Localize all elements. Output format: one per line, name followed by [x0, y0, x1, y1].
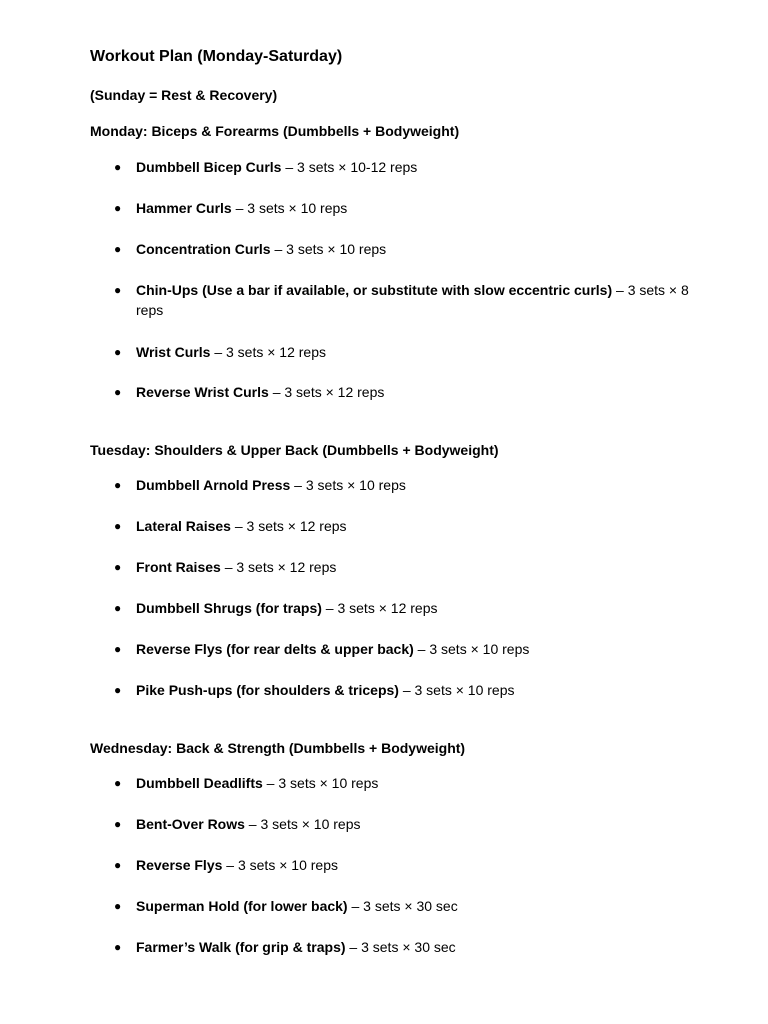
bullet-icon: ● [114, 160, 122, 174]
bullet-icon: ● [114, 642, 122, 656]
list-item [114, 937, 696, 957]
exercise-name: Pike Push-ups (for shoulders & triceps) [136, 682, 399, 698]
exercise-name: Dumbbell Deadlifts [136, 775, 263, 791]
exercise-detail: – 3 sets × 10 reps [290, 477, 406, 493]
list-item [114, 680, 696, 700]
list-item [114, 639, 696, 659]
exercise-name: Dumbbell Shrugs (for traps) [136, 600, 322, 616]
document-subtitle: (Sunday = Rest & Recovery) [90, 87, 278, 103]
list-item [114, 342, 696, 362]
exercise-name: Wrist Curls [136, 344, 211, 360]
list-item [114, 557, 696, 577]
document-title: Workout Plan (Monday-Saturday) [90, 48, 343, 65]
list-item [114, 896, 696, 916]
list-item [114, 598, 696, 618]
day-heading-tuesday: Tuesday: Shoulders & Upper Back (Dumbbells + Bodyweight) [90, 442, 499, 458]
exercise-detail: – 3 sets × 10 reps [398, 682, 515, 698]
exercise-name: Farmer’s Walk (for grip & traps) [136, 939, 346, 955]
bullet-icon: ● [114, 242, 122, 256]
day-heading-monday: Monday: Biceps & Forearms (Dumbbells + Bodyweight) [90, 123, 460, 139]
bullet-icon: ● [114, 817, 122, 831]
exercise-detail: – 3 sets × 10 reps [244, 816, 361, 832]
bullet-icon: ● [114, 478, 122, 492]
list-item [114, 382, 696, 402]
exercise-name: Chin-Ups (Use a bar if available, or substitute with slow eccentric curls) [136, 282, 613, 298]
bullet-icon: ● [114, 560, 122, 574]
exercise-name: Dumbbell Bicep Curls [136, 159, 282, 175]
bullet-icon: ● [114, 345, 122, 359]
bullet-icon: ● [114, 283, 122, 297]
list-item [114, 475, 696, 495]
list-item [114, 157, 696, 177]
exercise-detail: – 3 sets × 10 reps [222, 857, 338, 873]
exercise-name: Bent-Over Rows [136, 816, 245, 832]
list-item [114, 516, 696, 536]
bullet-icon: ● [114, 201, 122, 215]
exercise-name: Superman Hold (for lower back) [136, 898, 348, 914]
exercise-detail: – 3 sets × 8 reps [136, 282, 689, 318]
bullet-icon: ● [114, 519, 122, 533]
bullet-icon: ● [114, 776, 122, 790]
list-item [114, 280, 696, 320]
exercise-name: Lateral Raises [136, 518, 231, 534]
exercise-name: Reverse Wrist Curls [136, 384, 269, 400]
list-item [114, 773, 696, 793]
bullet-icon: ● [114, 899, 122, 913]
exercise-detail: – 3 sets × 10 reps [270, 241, 387, 257]
list-item [114, 239, 696, 259]
bullet-icon: ● [114, 940, 122, 954]
list-item [114, 855, 696, 875]
exercise-detail: – 3 sets × 12 reps [321, 600, 438, 616]
list-item [114, 814, 696, 834]
exercise-detail: – 3 sets × 10 reps [413, 641, 530, 657]
exercise-detail: – 3 sets × 12 reps [210, 344, 327, 360]
exercise-name: Concentration Curls [136, 241, 271, 257]
day-heading-wednesday: Wednesday: Back & Strength (Dumbbells + Bodyweight) [90, 740, 466, 756]
exercise-detail: – 3 sets × 12 reps [230, 518, 347, 534]
exercise-detail: – 3 sets × 30 sec [345, 939, 456, 955]
exercise-name: Dumbbell Arnold Press [136, 477, 291, 493]
exercise-detail: – 3 sets × 12 reps [220, 559, 337, 575]
bullet-icon: ● [114, 385, 122, 399]
bullet-icon: ● [114, 601, 122, 615]
bullet-icon: ● [114, 858, 122, 872]
exercise-name: Hammer Curls [136, 200, 232, 216]
bullet-icon: ● [114, 683, 122, 697]
exercise-detail: – 3 sets × 12 reps [268, 384, 385, 400]
exercise-detail: – 3 sets × 10 reps [262, 775, 379, 791]
exercise-name: Reverse Flys [136, 857, 223, 873]
exercise-name: Reverse Flys (for rear delts & upper back) [136, 641, 414, 657]
exercise-name: Front Raises [136, 559, 221, 575]
exercise-detail: – 3 sets × 10 reps [231, 200, 348, 216]
exercise-detail: – 3 sets × 10-12 reps [281, 159, 418, 175]
exercise-detail: – 3 sets × 30 sec [347, 898, 458, 914]
list-item [114, 198, 696, 218]
